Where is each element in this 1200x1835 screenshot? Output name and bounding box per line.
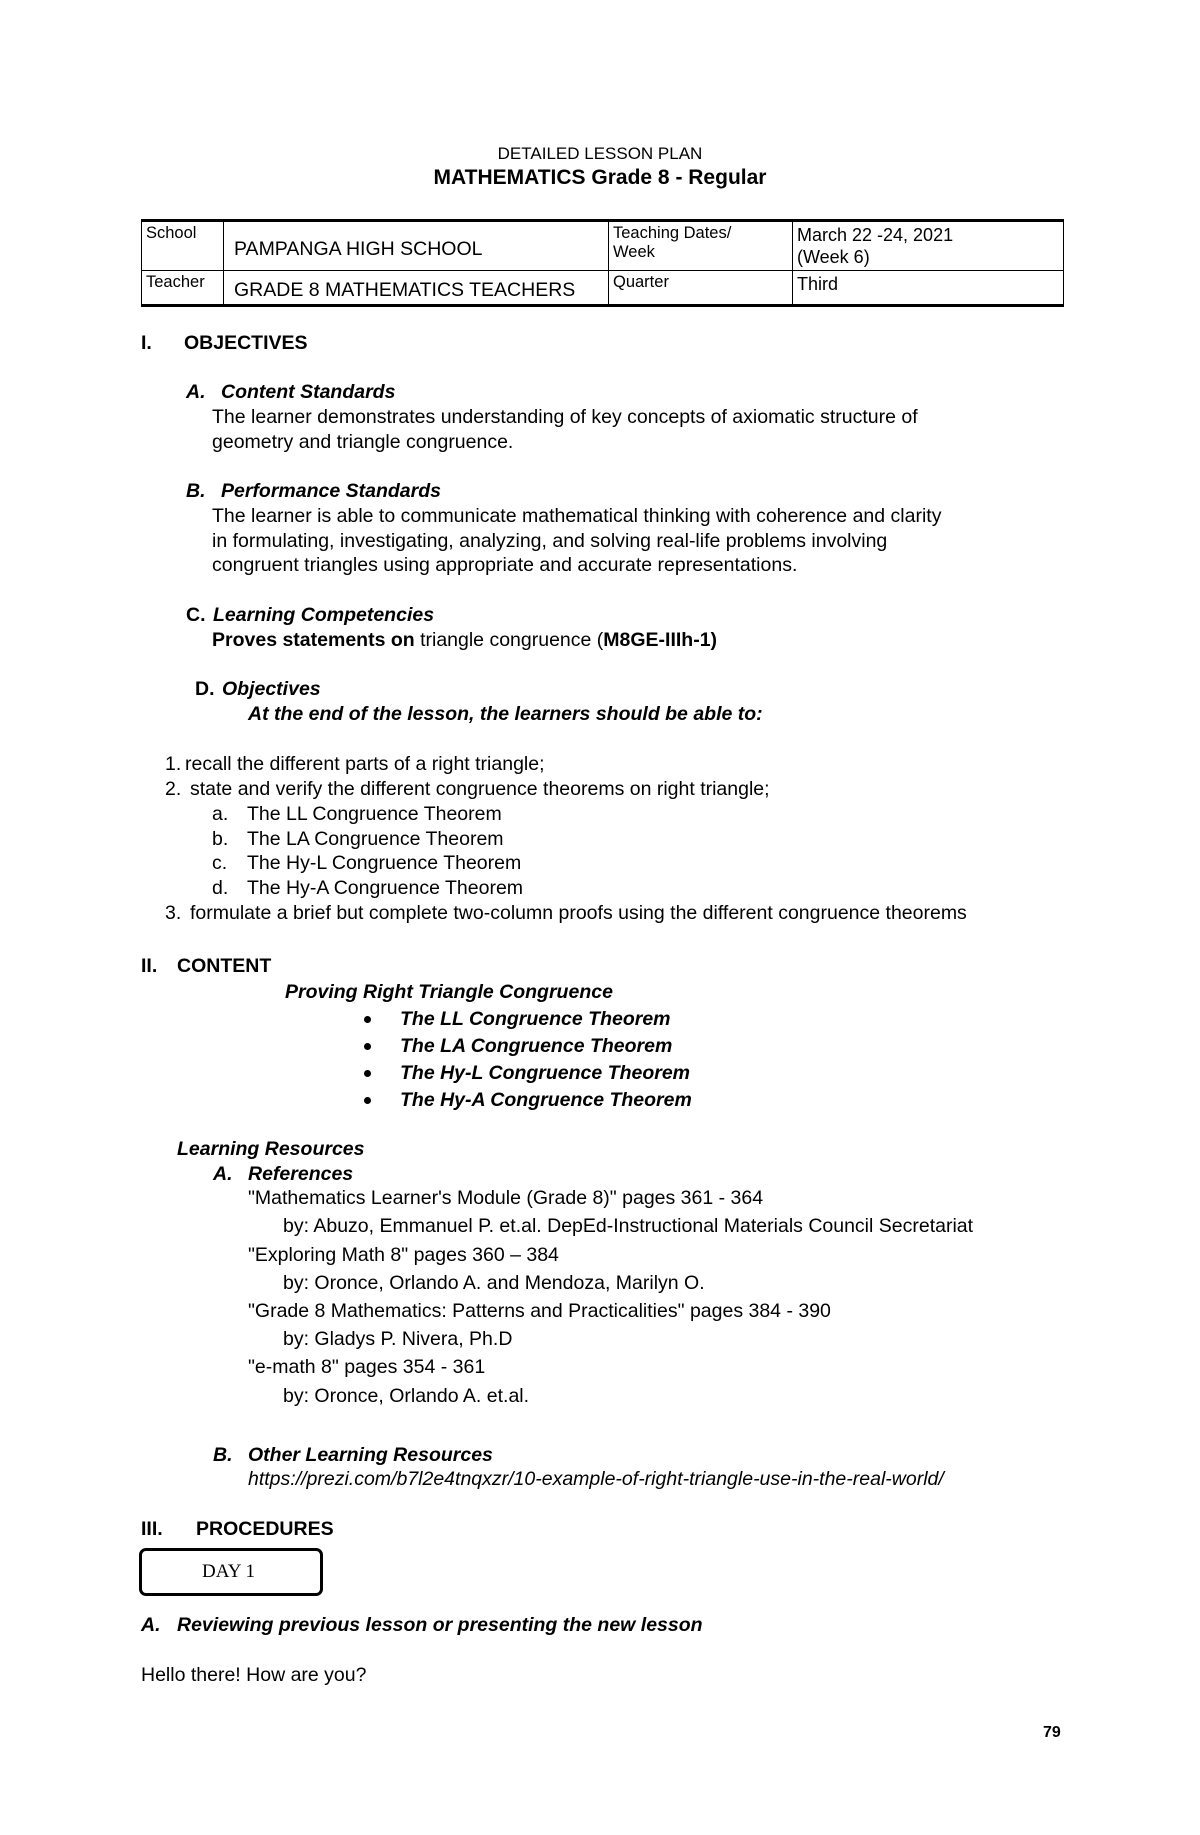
teacher-value-cell	[224, 271, 609, 306]
learning-resources-label: Learning Resources	[177, 1138, 365, 1160]
content-standards-text-1: The learner demonstrates understanding of key concepts of axiomatic structure of	[212, 406, 918, 428]
performance-standards-text-2: in formulating, investigating, analyzing, and solving real-life problems involving	[212, 530, 888, 552]
objective-text-2: state and verify the different congruence theorems on right triangle;	[190, 778, 770, 800]
bullet-icon	[364, 1097, 371, 1104]
content-number: II.	[141, 955, 158, 977]
dates-value-cell	[793, 221, 1064, 271]
performance-standards-label: Performance Standards	[221, 480, 441, 502]
objective-text-c: The Hy-L Congruence Theorem	[247, 852, 522, 874]
objective-num-2: 2.	[165, 778, 182, 800]
dates-value-line-1: March 22 -24, 2021	[797, 225, 954, 245]
info-table	[141, 219, 1064, 307]
dates-label-line-2: Week	[613, 243, 655, 261]
teacher-label: Teacher	[146, 273, 205, 291]
reference-title-3: "Grade 8 Mathematics: Patterns and Practicalities" pages 384 - 390	[248, 1300, 831, 1322]
objective-num-b: b.	[212, 828, 229, 850]
objective-text-1: recall the different parts of a right triangle;	[185, 753, 545, 775]
content-bullet-2: The LA Congruence Theorem	[400, 1035, 673, 1057]
teacher-label-cell	[142, 271, 224, 306]
objective-num-c: c.	[212, 852, 228, 874]
objective-num-1: 1.	[165, 753, 182, 775]
competencies-letter: C.	[186, 604, 206, 626]
school-value-cell	[224, 221, 609, 271]
references-label: References	[248, 1163, 354, 1185]
competencies-label: Learning Competencies	[213, 604, 435, 626]
objective-text-b: The LA Congruence Theorem	[247, 828, 504, 850]
dates-value-line-2: (Week 6)	[797, 247, 870, 267]
reference-title-2: "Exploring Math 8" pages 360 – 384	[248, 1244, 559, 1266]
teacher-value: GRADE 8 MATHEMATICS TEACHERS	[234, 279, 576, 301]
objectives-heading: OBJECTIVES	[184, 332, 308, 354]
objective-text-d: The Hy-A Congruence Theorem	[247, 877, 524, 899]
document-title: MATHEMATICS Grade 8 - Regular	[433, 166, 767, 189]
procedures-number: III.	[141, 1518, 163, 1540]
procedures-heading: PROCEDURES	[196, 1518, 334, 1540]
reference-by-2: by: Oronce, Orlando A. and Mendoza, Marilyn O.	[283, 1272, 705, 1294]
competencies-verb: Proves statements on	[212, 629, 415, 651]
quarter-label-cell	[609, 271, 793, 306]
reference-title-1: "Mathematics Learner's Module (Grade 8)" pages 361 - 364	[248, 1187, 764, 1209]
other-resources-letter: B.	[213, 1444, 233, 1466]
objective-num-d: d.	[212, 877, 229, 899]
page-number: 79	[1043, 1724, 1061, 1741]
quarter-label: Quarter	[613, 273, 669, 291]
objectives-d-label: Objectives	[222, 678, 321, 700]
day-box	[139, 1548, 323, 1596]
competencies-topic: triangle congruence (	[414, 629, 604, 651]
competencies-text	[212, 628, 717, 653]
other-resources-label: Other Learning Resources	[248, 1444, 493, 1466]
content-topic: Proving Right Triangle Congruence	[285, 981, 613, 1003]
content-bullet-4: The Hy-A Congruence Theorem	[400, 1089, 692, 1111]
other-resources-link[interactable]: https://prezi.com/b7l2e4tnqxzr/10-example-of-right-triangle-use-in-the-real-world/	[248, 1468, 944, 1490]
document-subtitle: DETAILED LESSON PLAN	[497, 144, 703, 163]
dates-label-cell	[609, 221, 793, 271]
competencies-code: M8GE-IIIh-1)	[603, 629, 718, 651]
school-label: School	[146, 224, 197, 242]
quarter-value: Third	[797, 274, 839, 294]
bullet-icon	[364, 1070, 371, 1077]
content-bullet-1: The LL Congruence Theorem	[400, 1008, 671, 1030]
procedure-step-label: Reviewing previous lesson or presenting the new lesson	[177, 1614, 703, 1636]
objectives-d-letter: D.	[195, 678, 215, 700]
dates-label-line-1: Teaching Dates/	[613, 224, 732, 242]
objectives-intro: At the end of the lesson, the learners should be able to:	[248, 703, 763, 725]
performance-standards-letter: B.	[186, 480, 206, 502]
day-label: DAY 1	[202, 1561, 255, 1582]
reference-by-4: by: Oronce, Orlando A. et.al.	[283, 1385, 530, 1407]
performance-standards-text-1: The learner is able to communicate mathematical thinking with coherence and clarity	[212, 505, 942, 527]
content-standards-text-2: geometry and triangle congruence.	[212, 431, 514, 453]
school-value: PAMPANGA HIGH SCHOOL	[234, 238, 483, 260]
performance-standards-text-3: congruent triangles using appropriate and accurate representations.	[212, 554, 798, 576]
objective-text-3: formulate a brief but complete two-column proofs using the different congruence theorems	[190, 902, 967, 924]
school-label-cell	[142, 221, 224, 271]
reference-by-1: by: Abuzo, Emmanuel P. et.al. DepEd-Instructional Materials Council Secretariat	[283, 1215, 974, 1237]
content-standards-label: Content Standards	[221, 381, 396, 403]
content-bullet-3: The Hy-L Congruence Theorem	[400, 1062, 691, 1084]
objectives-number: I.	[141, 332, 152, 354]
bullet-icon	[364, 1043, 371, 1050]
reference-title-4: "e-math 8" pages 354 - 361	[248, 1356, 486, 1378]
objective-num-3: 3.	[165, 902, 182, 924]
references-letter: A.	[213, 1163, 233, 1185]
procedure-step-letter: A.	[141, 1614, 161, 1636]
greeting-text: Hello there! How are you?	[141, 1664, 367, 1686]
bullet-icon	[364, 1016, 371, 1023]
objective-text-a: The LL Congruence Theorem	[247, 803, 502, 825]
content-heading: CONTENT	[177, 955, 272, 977]
quarter-value-cell	[793, 271, 1064, 306]
objective-num-a: a.	[212, 803, 229, 825]
content-standards-letter: A.	[186, 381, 206, 403]
reference-by-3: by: Gladys P. Nivera, Ph.D	[283, 1328, 513, 1350]
